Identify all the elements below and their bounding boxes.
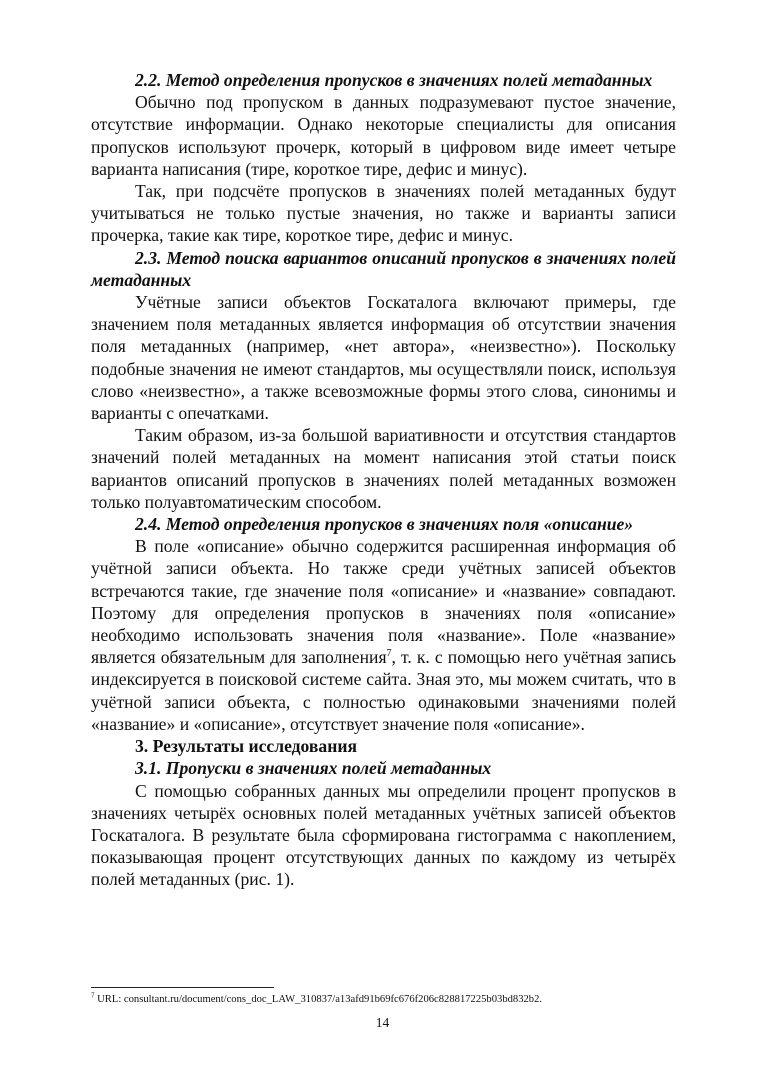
heading-2-4: 2.4. Метод определения пропусков в значениях поля «описание» xyxy=(135,514,634,535)
footnote-divider xyxy=(91,987,274,988)
heading-3: 3. Результаты исследования xyxy=(135,736,358,757)
paragraph-2-4-1 xyxy=(91,535,676,735)
paragraph-2-3-1: Учётные записи объектов Госкаталога включают примеры, где значением поля метаданных является информация об отсутствии значения поля метаданных (например, «нет автора», «неизвестно»). Поскольку подобные значения не имеют стандартов, мы осуществляли поиск, используя слово «неизвестно», а также всевозможные формы этого слова, синонимы и варианты с опечатками. xyxy=(91,292,676,424)
paragraph-2-4-1-start: В поле «описание» обычно содержится расширенная информация об учётной записи объекта. Но также среди учётных записей объектов встречаются такие, где значение поля «описание» и «название» совпадают. Поэтому для определения пропусков в значениях поля «описание» необходимо использовать значения поля «название». Поле «название» является обязательным для заполнения xyxy=(91,536,676,668)
paragraph-2-3-2: Таким образом, из-за большой вариативности и отсутствия стандартов значений полей метаданных на момент написания этой статьи поиск вариантов описаний пропусков в значениях полей метаданных возможен только полуавтоматическим способом. xyxy=(91,425,676,512)
paragraph-3-1-1: С помощью собранных данных мы определили процент пропусков в значениях четырёх основных полей метаданных учётных записей объектов Госкаталога. В результате была сформирована гистограмма с накоплением, показывающая процент отсутствующих данных по каждому из четырёх полей метаданных (рис. 1). xyxy=(91,780,676,890)
footnote-ref[interactable]: 7 xyxy=(386,648,392,660)
paragraph-2-2-2: Так, при подсчёте пропусков в значениях полей метаданных будут учитываться не только пустые значения, но также и варианты записи прочерка, такие как тире, короткое тире, дефис и минус. xyxy=(91,181,676,246)
footnote-mark: 7 xyxy=(91,991,95,1000)
paragraph-2-2-1: Обычно под пропуском в данных подразумевают пустое значение, отсутствие информации. Однако некоторые специалисты для описания пропусков используют прочерк, который в цифровом виде имеет четыре варианта написания (тире, короткое тире, дефис и минус). xyxy=(91,92,676,179)
heading-2-3: 2.3. Метод поиска вариантов описаний пропусков в значениях полей метаданных xyxy=(91,247,676,290)
heading-3-1: 3.1. Пропуски в значениях полей метаданных xyxy=(135,758,492,779)
paragraph-2-4-1-end: , т. к. с помощью него учётная запись индексируется в поисковой системе сайта. Зная это, мы можем считать, что в учётной записи объекта, с полностью одинаковыми значениями полей «название» и «описание», отсутствует значение поля «описание». xyxy=(91,647,677,734)
page-number: 14 xyxy=(375,1015,390,1030)
page-body xyxy=(91,69,676,891)
footnote-text: URL: consultant.ru/document/cons_doc_LAW_310837/a13afd91b69fc676f206c828817225b03bd832b2. xyxy=(94,994,543,1005)
footnote xyxy=(91,993,691,1006)
heading-2-2: 2.2. Метод определения пропусков в значениях полей метаданных xyxy=(135,70,653,90)
